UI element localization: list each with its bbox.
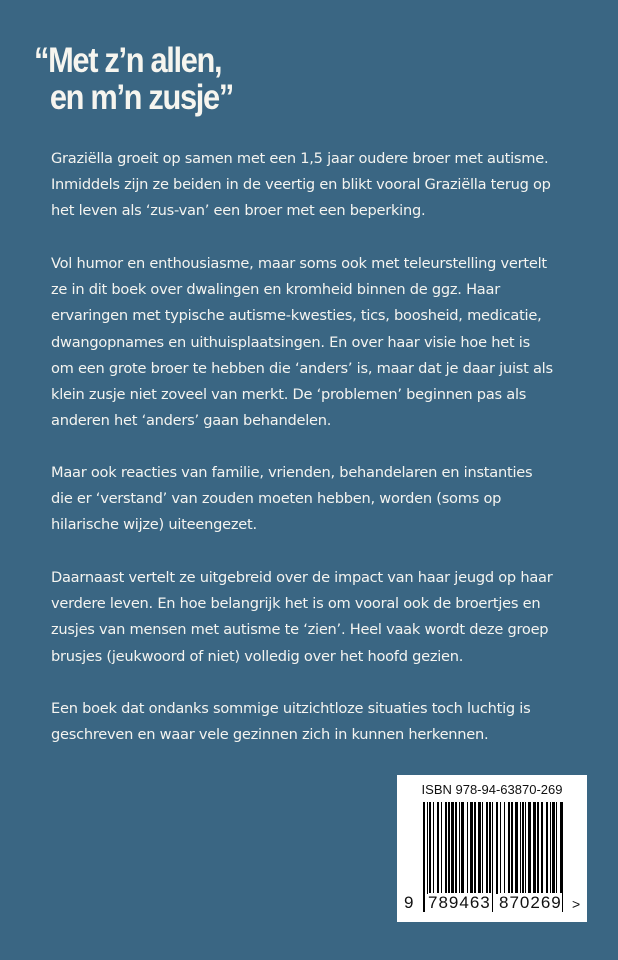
barcode-bar [533, 802, 536, 894]
blurb-line: Maar ook reacties van familie, vrienden, behandelaren en instanties [51, 464, 533, 481]
barcode-bar [474, 802, 476, 894]
barcode-bar [550, 802, 551, 894]
blurb-line: ze in dit boek over dwalingen en kromheid binnen de ggz. Haar [51, 281, 500, 299]
barcode-bar [461, 802, 464, 894]
barcode-bar [496, 802, 498, 894]
isbn-barcode [397, 775, 587, 922]
blurb-line: Graziëlla groeit op samen met een 1,5 jaar oudere broer met autisme. [51, 150, 549, 167]
blurb-line: verdere leven. En hoe belangrijk het is om vooral ook de broertjes en [51, 595, 541, 613]
barcode-bar [429, 802, 431, 894]
barcode-bar [478, 802, 481, 894]
blurb-line: klein zusje niet zoveel van merkt. De ‘problemen’ beginnen pas als [51, 386, 527, 404]
blurb-line: Vol humor en enthousiasme, maar soms ook met teleurstelling vertelt [51, 255, 547, 272]
isbn-label: ISBN 978-94-63870-269 [421, 782, 563, 797]
blurb-line: het leven als ‘zus-van’ een broer met een beperking. [51, 202, 426, 220]
blurb-line: zusjes van mensen met autisme te ‘zien’. Heel vaak wordt deze groep [51, 621, 549, 639]
barcode-bar [448, 802, 450, 894]
title-line-1: “Met z’n allen, [34, 41, 222, 80]
barcode-bar [504, 802, 505, 894]
barcode-bar [541, 802, 543, 894]
blurb-line: Een boek dat ondanks sommige uitzichtloze situaties toch luchtig is [51, 700, 531, 717]
blurb-paragraph [51, 251, 553, 434]
blurb-line: brusjes (jeukwoord of niet) volledig over het hoofd gezien. [51, 647, 464, 665]
blurb-paragraph [51, 460, 532, 539]
blurb-line: dwangopnames en uithuisplaatsingen. En over haar visie hoe het is [51, 333, 530, 351]
barcode-bar [515, 802, 518, 894]
barcode-bar [459, 802, 460, 894]
barcode-bar [486, 802, 488, 894]
barcode-digits-left: 789463 [428, 893, 491, 912]
blurb-paragraph [51, 146, 551, 225]
barcode-bar [451, 802, 454, 894]
barcode-digits-right: 870269 [499, 893, 562, 912]
barcode-arrow: > [572, 896, 581, 912]
barcode-bar [525, 802, 526, 894]
blurb-line: ervaringen met typische autisme-kwesties, tics, boosheid, medicatie, [51, 307, 542, 325]
barcode-bar [556, 802, 557, 894]
barcode-bar [437, 802, 439, 894]
barcode-bar [445, 802, 447, 894]
barcode-bar [520, 802, 521, 894]
blurb-line: om een grote broer te hebben die ‘anders’ is, maar dat je daar juist als [51, 359, 553, 377]
barcode-bar [433, 802, 434, 894]
barcode-bar [455, 802, 457, 894]
barcode-bar [423, 802, 425, 912]
title-line-2: en m’n zusje” [49, 78, 233, 117]
barcode-bar [546, 802, 548, 894]
blurb-line: Daarnaast vertelt ze uitgebreid over de impact van haar jeugd op haar [51, 569, 553, 586]
barcode-bar [489, 802, 491, 894]
barcode-bar [508, 802, 510, 894]
barcode-bar [511, 802, 513, 894]
barcode-bar [470, 802, 473, 894]
barcode-bar [552, 802, 555, 894]
barcode-bar [500, 802, 501, 894]
blurb-paragraph [51, 696, 530, 748]
barcode-bar [467, 802, 468, 894]
barcode-digit-first: 9 [404, 893, 414, 912]
blurb-line: Inmiddels zijn ze beiden in de veertig en blikt vooral Graziëlla terug op [51, 176, 551, 194]
blurb-line: geschreven en waar vele gezinnen zich in kunnen herkennen. [51, 726, 489, 744]
blurb-line: anderen het ‘anders’ gaan behandelen. [51, 412, 332, 430]
barcode-bar [482, 802, 483, 894]
blurb-line: die er ‘verstand’ van zouden moeten hebben, worden (soms op [51, 490, 502, 508]
back-cover-title [34, 42, 233, 116]
barcode-bar [537, 802, 539, 894]
blurb-paragraph [51, 565, 552, 670]
barcode-bar [528, 802, 531, 894]
barcode-bar [441, 802, 442, 894]
barcode-bar [427, 802, 428, 894]
barcode-bar [492, 802, 493, 912]
barcode-bar [522, 802, 524, 894]
blurb-line: hilarische wijze) uiteengezet. [51, 516, 257, 534]
